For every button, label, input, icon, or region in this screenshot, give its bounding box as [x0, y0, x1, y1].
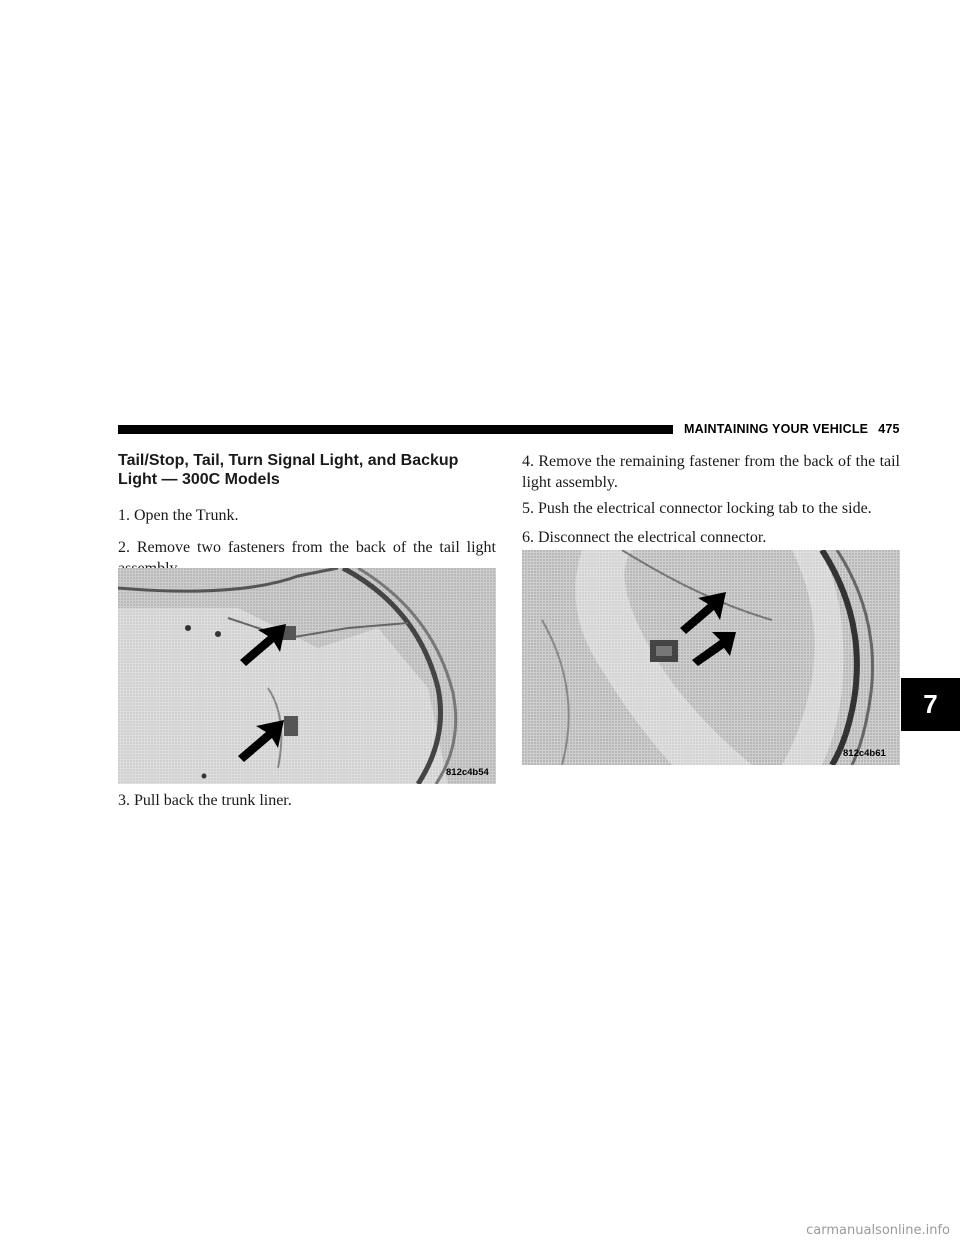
figure-code: 812c4b54	[446, 767, 489, 778]
chapter-tab[interactable]: 7	[901, 678, 960, 731]
watermark: carmanualsonline.info	[806, 1223, 950, 1238]
figure-electrical-connector	[522, 550, 900, 765]
step-4: 4. Remove the remaining fastener from the back of the tail light assembly.	[522, 453, 900, 491]
step-5: 5. Push the electrical connector locking tab to the side.	[522, 500, 872, 517]
step-6: 6. Disconnect the electrical connector.	[522, 529, 767, 546]
step-2: 2. Remove two fasteners from the back of the tail light	[118, 539, 496, 556]
step-3: 3. Pull back the trunk liner.	[118, 792, 292, 809]
page-number: 475	[878, 422, 900, 436]
section-title: MAINTAINING YOUR VEHICLE	[684, 422, 869, 436]
running-header	[684, 422, 900, 436]
trunk-illustration	[118, 568, 496, 784]
connector-illustration	[522, 550, 900, 765]
figure-trunk-fasteners	[118, 568, 496, 784]
section-heading: Tail/Stop, Tail, Turn Signal Light, and Backup Light — 300C Models	[118, 452, 459, 488]
header-rule	[118, 425, 673, 434]
step-1: 1. Open the Trunk.	[118, 507, 239, 524]
figure-code: 812c4b61	[843, 748, 886, 759]
